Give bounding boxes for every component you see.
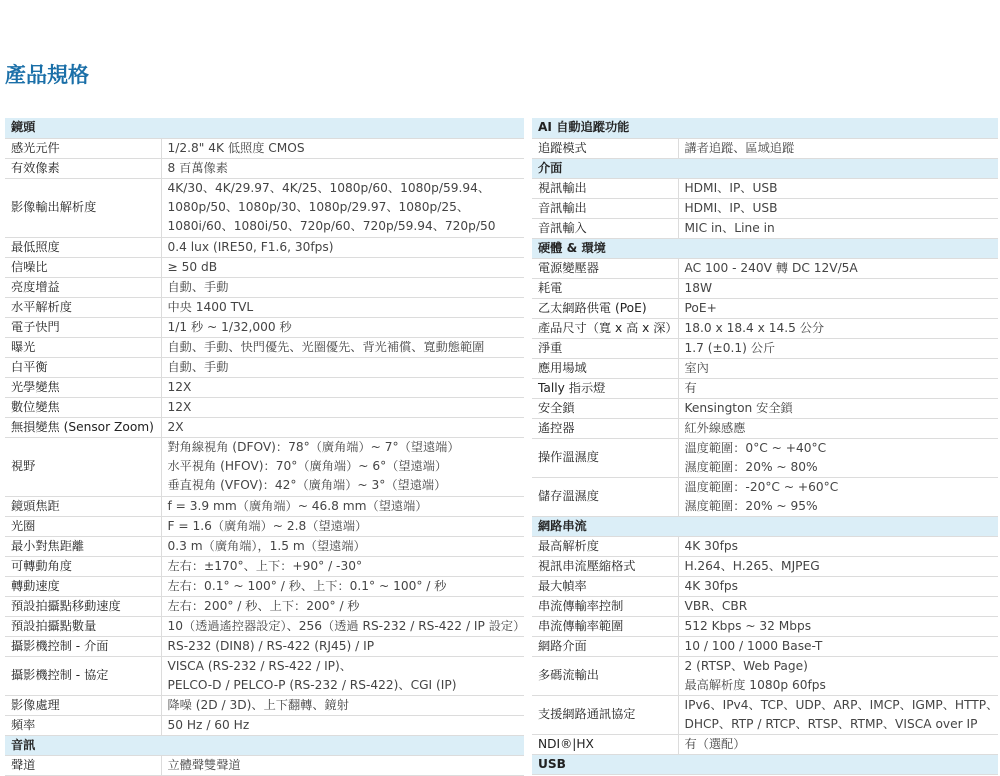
spec-row — [532, 656, 998, 695]
spec-label: 最小對焦距離 — [5, 536, 161, 556]
spec-value-line: 12X — [167, 399, 192, 414]
section-title: USB — [532, 754, 998, 774]
spec-value-line: 12X — [167, 379, 192, 394]
spec-row — [532, 318, 998, 338]
spec-label: 安全鎖 — [532, 398, 678, 418]
spec-row — [532, 218, 998, 238]
spec-row — [5, 715, 524, 735]
spec-value-line: 對角線視角 (DFOV)：78°（廣角端）~ 7°（望遠端） — [167, 440, 460, 454]
spec-value — [161, 317, 524, 337]
section-title: AI 自動追蹤功能 — [532, 118, 998, 138]
spec-row — [5, 178, 524, 237]
spec-row — [532, 298, 998, 318]
spec-label: 攝影機控制 - 協定 — [5, 656, 161, 695]
spec-label: 影像處理 — [5, 695, 161, 715]
spec-row — [5, 337, 524, 357]
spec-row — [532, 338, 998, 358]
section-title: 介面 — [532, 158, 998, 178]
spec-label: 聲道 — [5, 755, 161, 775]
spec-value — [678, 734, 998, 754]
spec-value-line: RS-232 (DIN8) / RS-422 (RJ45) / IP — [167, 638, 375, 653]
spec-value — [678, 278, 998, 298]
spec-label: 多碼流輸出 — [532, 656, 678, 695]
spec-value — [161, 695, 524, 715]
spec-row — [5, 357, 524, 377]
spec-label: 白平衡 — [5, 357, 161, 377]
section-header — [532, 754, 998, 774]
spec-value-line: 中央 1400 TVL — [167, 299, 254, 314]
spec-label: 曝光 — [5, 337, 161, 357]
spec-value-line: 講者追蹤、區域追蹤 — [684, 140, 795, 155]
spec-value-line: 1.7 (±0.1) 公斤 — [684, 340, 776, 355]
spec-label: 視訊串流壓縮格式 — [532, 556, 678, 576]
spec-row — [5, 317, 524, 337]
spec-value — [161, 297, 524, 317]
spec-row — [5, 695, 524, 715]
section-title: 鏡頭 — [5, 118, 524, 138]
spec-row — [532, 378, 998, 398]
spec-label: 鏡頭焦距 — [5, 496, 161, 516]
spec-row — [532, 556, 998, 576]
section-header — [5, 118, 524, 138]
spec-label: 預設拍攝點移動速度 — [5, 596, 161, 616]
spec-label: 電子快門 — [5, 317, 161, 337]
spec-row — [532, 734, 998, 754]
spec-label: 支援網路通訊協定 — [532, 695, 678, 734]
spec-value-line: 10（透過遙控器設定）、256（透過 RS-232 / RS-422 / IP 設定） — [167, 618, 526, 633]
spec-label: 亮度增益 — [5, 277, 161, 297]
spec-value-line: HDMI、IP、USB — [684, 200, 778, 215]
spec-value — [161, 715, 524, 735]
spec-label: 網路介面 — [532, 636, 678, 656]
spec-value — [678, 218, 998, 238]
spec-row — [5, 138, 524, 158]
spec-row — [532, 258, 998, 278]
spec-value-line: 左右：0.1° ~ 100° / 秒、上下：0.1° ~ 100° / 秒 — [167, 578, 447, 593]
spec-row — [5, 496, 524, 516]
spec-value-line: HDMI、IP、USB — [684, 180, 778, 195]
spec-value — [161, 397, 524, 417]
spec-value-line: DHCP、RTP / RTCP、RTSP、RTMP、VISCA over IP — [684, 716, 978, 731]
spec-value-line: 溫度範圍：0°C ~ +40°C — [684, 440, 827, 455]
spec-value — [678, 198, 998, 218]
spec-value — [161, 536, 524, 556]
spec-value — [161, 437, 524, 496]
spec-row — [532, 278, 998, 298]
spec-value — [161, 138, 524, 158]
spec-value-line: F = 1.6（廣角端）~ 2.8（望遠端） — [167, 518, 368, 533]
spec-label: 儲存溫濕度 — [532, 477, 678, 516]
spec-label: 無損變焦 (Sensor Zoom) — [5, 417, 161, 437]
spec-row — [5, 237, 524, 257]
spec-label: 乙太網路供電 (PoE) — [532, 298, 678, 318]
spec-label: 串流傳輸率控制 — [532, 596, 678, 616]
spec-row — [5, 516, 524, 536]
spec-value-line: 自動、手動 — [167, 359, 229, 374]
spec-value — [161, 357, 524, 377]
spec-label: 感光元件 — [5, 138, 161, 158]
spec-value — [678, 656, 998, 695]
spec-label: 轉動速度 — [5, 576, 161, 596]
spec-value — [678, 477, 998, 516]
spec-value-line: 自動、手動、快門優先、光圈優先、背光補償、寬動態範圍 — [167, 339, 485, 354]
spec-value — [678, 338, 998, 358]
spec-value — [161, 496, 524, 516]
spec-value-line: 有 — [684, 380, 697, 395]
spec-row — [5, 576, 524, 596]
spec-value-line: 50 Hz / 60 Hz — [167, 717, 250, 732]
spec-value — [678, 178, 998, 198]
spec-label: 頻率 — [5, 715, 161, 735]
spec-label: 音訊輸出 — [532, 198, 678, 218]
spec-value-line: 左右：200° / 秒、上下：200° / 秒 — [167, 598, 360, 613]
spec-row — [532, 398, 998, 418]
spec-value-line: 垂直視角 (VFOV)：42°（廣角端）~ 3°（望遠端） — [167, 478, 447, 492]
spec-value-line: 2X — [167, 419, 184, 434]
spec-value-line: VISCA (RS-232 / RS-422 / IP)、 — [167, 658, 352, 673]
spec-value — [678, 596, 998, 616]
page-title: 產品規格 — [5, 63, 89, 87]
spec-value — [678, 536, 998, 556]
spec-value — [161, 516, 524, 536]
section-header — [5, 735, 524, 755]
spec-value-line: 1/2.8" 4K 低照度 CMOS — [167, 140, 305, 155]
spec-value — [161, 158, 524, 178]
spec-value-line: 10 / 100 / 1000 Base-T — [684, 638, 823, 653]
spec-value — [161, 337, 524, 357]
spec-value — [161, 556, 524, 576]
spec-label: 最大幀率 — [532, 576, 678, 596]
spec-row — [5, 536, 524, 556]
spec-label: 水平解析度 — [5, 297, 161, 317]
spec-value — [678, 378, 998, 398]
spec-row — [5, 437, 524, 496]
spec-value-line: 2 (RTSP、Web Page) — [684, 658, 808, 673]
spec-value-line: 512 Kbps ~ 32 Mbps — [684, 618, 812, 633]
spec-value — [678, 318, 998, 338]
spec-value-line: 8 百萬像素 — [167, 160, 228, 175]
spec-row — [532, 636, 998, 656]
spec-value — [678, 138, 998, 158]
spec-value-line: Kensington 安全鎖 — [684, 400, 793, 415]
section-title: 網路串流 — [532, 516, 998, 536]
spec-value — [678, 576, 998, 596]
spec-label: NDI®|HX — [532, 734, 678, 754]
spec-label: 視野 — [5, 437, 161, 496]
spec-table-left — [5, 118, 524, 776]
spec-row — [5, 257, 524, 277]
spec-label: 攝影機控制 - 介面 — [5, 636, 161, 656]
spec-value — [678, 258, 998, 278]
spec-value — [678, 636, 998, 656]
spec-value — [161, 417, 524, 437]
spec-value — [678, 358, 998, 378]
spec-value-line: 自動、手動 — [167, 279, 229, 294]
spec-value-line: 1/1 秒 ~ 1/32,000 秒 — [167, 319, 292, 334]
spec-label: 信噪比 — [5, 257, 161, 277]
spec-row — [5, 596, 524, 616]
spec-label: 數位變焦 — [5, 397, 161, 417]
spec-value — [161, 257, 524, 277]
spec-label: 電源變壓器 — [532, 258, 678, 278]
spec-value-line: 4K 30fps — [684, 538, 739, 553]
spec-value-line: PoE+ — [684, 300, 717, 315]
spec-value-line: 紅外線感應 — [684, 420, 746, 435]
spec-value-line: 濕度範圍：20% ~ 80% — [684, 459, 818, 474]
spec-row — [5, 377, 524, 397]
spec-row — [5, 417, 524, 437]
spec-value-line: 1080i/60、1080i/50、720p/60、720p/59.94、720p/50 — [167, 219, 496, 233]
spec-row — [532, 438, 998, 477]
spec-row — [5, 397, 524, 417]
spec-value — [678, 418, 998, 438]
spec-label: 影像輸出解析度 — [5, 178, 161, 237]
spec-value-line: 最高解析度 1080p 60fps — [684, 677, 826, 692]
spec-value — [678, 695, 998, 734]
spec-row — [532, 138, 998, 158]
spec-value — [161, 755, 524, 775]
spec-value-line: H.264、H.265、MJPEG — [684, 558, 820, 573]
spec-value-line: 4K/30、4K/29.97、4K/25、1080p/60、1080p/59.94、 — [167, 181, 491, 195]
spec-value-line: 室內 — [684, 360, 709, 375]
spec-label: 光圈 — [5, 516, 161, 536]
spec-row — [532, 358, 998, 378]
spec-row — [532, 477, 998, 516]
spec-value-line: 4K 30fps — [684, 578, 739, 593]
spec-value — [678, 398, 998, 418]
spec-label: 預設拍攝點數量 — [5, 616, 161, 636]
spec-value — [678, 298, 998, 318]
spec-value-line: MIC in、Line in — [684, 220, 775, 235]
spec-value-line: 18W — [684, 280, 713, 295]
spec-label: 遙控器 — [532, 418, 678, 438]
spec-value-line: AC 100 - 240V 轉 DC 12V/5A — [684, 260, 858, 275]
spec-label: 應用場域 — [532, 358, 678, 378]
spec-value-line: 1080p/50、1080p/30、1080p/29.97、1080p/25、 — [167, 200, 470, 214]
spec-value — [161, 576, 524, 596]
spec-value-line: 水平視角 (HFOV)：70°（廣角端）~ 6°（望遠端） — [167, 459, 448, 473]
spec-value-line: 濕度範圍：20% ~ 95% — [684, 498, 818, 513]
spec-label: 音訊輸入 — [532, 218, 678, 238]
spec-value — [161, 377, 524, 397]
section-header — [532, 118, 998, 138]
spec-value — [161, 656, 524, 695]
spec-row — [532, 576, 998, 596]
spec-row — [532, 418, 998, 438]
spec-row — [5, 158, 524, 178]
section-title: 硬體 & 環境 — [532, 238, 998, 258]
spec-value — [161, 277, 524, 297]
spec-value-line: 立體聲雙聲道 — [167, 757, 241, 772]
spec-value-line: 18.0 x 18.4 x 14.5 公分 — [684, 320, 825, 335]
spec-value — [678, 616, 998, 636]
spec-label: 最高解析度 — [532, 536, 678, 556]
spec-row — [5, 656, 524, 695]
spec-label: 淨重 — [532, 338, 678, 358]
spec-label: 光學變焦 — [5, 377, 161, 397]
spec-value-line: f = 3.9 mm（廣角端）~ 46.8 mm（望遠端） — [167, 498, 428, 513]
spec-value-line: 0.3 m（廣角端），1.5 m（望遠端） — [167, 538, 366, 553]
spec-value-line: VBR、CBR — [684, 598, 748, 613]
spec-row — [532, 178, 998, 198]
spec-label: 最低照度 — [5, 237, 161, 257]
spec-label: 可轉動角度 — [5, 556, 161, 576]
spec-row — [5, 297, 524, 317]
spec-label: 有效像素 — [5, 158, 161, 178]
spec-value — [678, 556, 998, 576]
spec-label: 視訊輸出 — [532, 178, 678, 198]
spec-label: 操作溫濕度 — [532, 438, 678, 477]
spec-value — [161, 178, 524, 237]
spec-label: 追蹤模式 — [532, 138, 678, 158]
spec-value-line: 有（選配） — [684, 736, 746, 751]
spec-value — [161, 636, 524, 656]
spec-row — [532, 536, 998, 556]
spec-row — [5, 616, 524, 636]
section-title: 音訊 — [5, 735, 524, 755]
spec-value-line: 降噪 (2D / 3D)、上下翻轉、鏡射 — [167, 697, 349, 712]
spec-value — [161, 237, 524, 257]
spec-row — [532, 596, 998, 616]
spec-table-right — [532, 118, 998, 775]
spec-value — [161, 596, 524, 616]
spec-value — [161, 616, 524, 636]
spec-label: 串流傳輸率範圍 — [532, 616, 678, 636]
spec-value-line: ≥ 50 dB — [167, 259, 218, 274]
spec-row — [5, 755, 524, 775]
spec-label: Tally 指示燈 — [532, 378, 678, 398]
spec-label: 耗電 — [532, 278, 678, 298]
section-header — [532, 516, 998, 536]
spec-row — [5, 277, 524, 297]
spec-row — [5, 556, 524, 576]
spec-row — [532, 695, 998, 734]
spec-row — [532, 616, 998, 636]
spec-row — [5, 636, 524, 656]
spec-value-line: 溫度範圍：-20°C ~ +60°C — [684, 479, 839, 494]
spec-value-line: IPv6、IPv4、TCP、UDP、ARP、IMCP、IGMP、HTTP、 — [684, 697, 999, 712]
spec-label: 產品尺寸（寬 x 高 x 深） — [532, 318, 678, 338]
spec-value-line: 0.4 lux (IRE50, F1.6, 30fps) — [167, 239, 334, 254]
spec-value — [678, 438, 998, 477]
spec-value-line: 左右：±170°、上下：+90° / -30° — [167, 558, 363, 573]
section-header — [532, 238, 998, 258]
spec-value-line: PELCO-D / PELCO-P (RS-232 / RS-422)、CGI (IP) — [167, 677, 457, 692]
spec-row — [532, 198, 998, 218]
section-header — [532, 158, 998, 178]
